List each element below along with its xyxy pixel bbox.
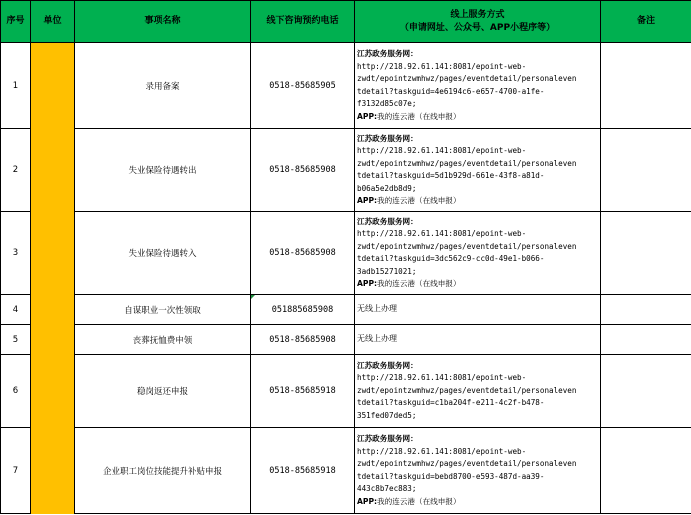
row-name: 录用备案 (75, 43, 251, 129)
row-seq: 4 (1, 295, 31, 325)
service-url-link[interactable]: http://218.92.61.141:8081/epoint-web- zwdt/epointzwmhwz/pages/eventdetail/personaleven tdetail?taskguid=5d1b929d-661e-43f8-a81d- b06a5e2db8d9; (357, 146, 577, 193)
app-value: 我的连云港（在线申报） (377, 111, 461, 121)
row-phone-text: 051885685908 (271, 304, 334, 315)
table-row (1, 43, 691, 129)
header-online (355, 1, 601, 43)
row-online (355, 428, 601, 514)
row-online (355, 212, 601, 295)
row-online (355, 325, 601, 355)
online-text: 无线上办理 (357, 334, 397, 344)
app-label: APP: (357, 279, 378, 288)
service-url-link[interactable]: http://218.92.61.141:8081/epoint-web- zwdt/epointzwmhwz/pages/eventdetail/personaleven tdetail?taskguid=c1ba204f-e211-4c2f-b478- 351fed07ded5; (357, 373, 577, 420)
app-value: 我的连云港（在线申报） (377, 279, 461, 288)
row-phone: 0518-85685918 (251, 355, 355, 428)
row-name: 自谋职业一次性领取 (75, 295, 251, 325)
service-url-link[interactable]: http://218.92.61.141:8081/epoint-web- zwdt/epointzwmhwz/pages/eventdetail/personaleven tdetail?taskguid=bebd8700-e593-487d-aa39- 443c8b7ec883; (357, 446, 577, 493)
table-row (1, 428, 691, 514)
row-phone: 0518-85685918 (251, 428, 355, 514)
online-label: 江苏政务服务网： (357, 49, 418, 58)
service-url-link[interactable]: http://218.92.61.141:8081/epoint-web- zwdt/epointzwmhwz/pages/eventdetail/personaleven tdetail?taskguid=3dc562c9-cc0d-49e1-b066- 3adb15271021; (357, 229, 577, 276)
row-name: 失业保险待遇转入 (75, 212, 251, 295)
row-phone: 0518-85685908 (251, 212, 355, 295)
header-unit: 单位 (31, 1, 75, 43)
app-label: APP: (357, 111, 378, 121)
row-name: 失业保险待遇转出 (75, 129, 251, 212)
header-name: 事项名称 (75, 1, 251, 43)
row-seq: 6 (1, 355, 31, 428)
row-phone: 0518-85685908 (251, 129, 355, 212)
online-label: 江苏政务服务网： (357, 434, 418, 443)
table-row (1, 212, 691, 295)
row-online (355, 43, 601, 129)
row-remark (601, 43, 691, 129)
unit-cell (31, 43, 75, 514)
header-remark: 备注 (601, 1, 691, 43)
app-value: 我的连云港（在线申报） (377, 496, 461, 506)
row-seq: 5 (1, 325, 31, 355)
row-name: 企业职工岗位技能提升补贴申报 (75, 428, 251, 514)
row-online (355, 295, 601, 325)
row-name: 丧葬抚恤费申领 (75, 325, 251, 355)
online-text: 无线上办理 (357, 304, 397, 314)
app-label: APP: (357, 196, 378, 205)
row-remark (601, 325, 691, 355)
header-row (1, 1, 691, 43)
row-seq: 3 (1, 212, 31, 295)
row-remark (601, 355, 691, 428)
table-row (1, 129, 691, 212)
row-online (355, 129, 601, 212)
row-seq: 1 (1, 43, 31, 129)
row-seq: 2 (1, 129, 31, 212)
header-online-line2: （申请网址、公众号、APP小程序等） (399, 22, 556, 33)
table-row (1, 295, 691, 325)
online-label: 江苏政务服务网： (357, 360, 418, 370)
row-phone: 0518-85685905 (251, 43, 355, 129)
row-remark (601, 295, 691, 325)
app-value: 我的连云港（在线申报） (377, 196, 461, 205)
error-indicator-icon (251, 295, 255, 299)
table-row (1, 355, 691, 428)
row-phone (251, 295, 355, 325)
row-online (355, 355, 601, 428)
row-remark (601, 428, 691, 514)
header-seq: 序号 (1, 1, 31, 43)
app-label: APP: (357, 496, 378, 506)
row-seq: 7 (1, 428, 31, 514)
online-label: 江苏政务服务网： (357, 216, 418, 226)
row-name: 稳岗返还申报 (75, 355, 251, 428)
header-online-line1: 线上服务方式 (450, 9, 505, 20)
row-phone: 0518-85685908 (251, 325, 355, 355)
header-phone: 线下咨询预约电话 (251, 1, 355, 43)
table-row (1, 325, 691, 355)
row-remark (601, 212, 691, 295)
service-url-link[interactable]: http://218.92.61.141:8081/epoint-web- zwdt/epointzwmhwz/pages/eventdetail/personaleven tdetail?taskguid=4e6194c6-e657-4700-a1fe- f3132d85c07e; (357, 61, 577, 108)
online-label: 江苏政务服务网： (357, 133, 418, 143)
row-remark (601, 129, 691, 212)
